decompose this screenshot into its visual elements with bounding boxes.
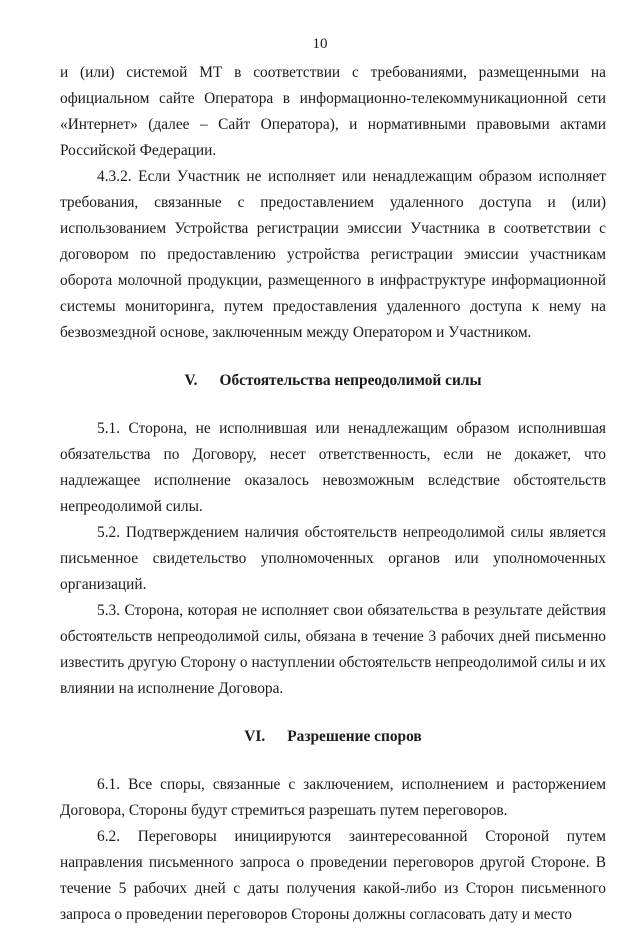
paragraph-5-2: 5.2. Подтверждением наличия обстоятельств непреодолимой силы является письменное свидетельство уполномоченных органов или уполномоченных организаций. <box>60 524 606 593</box>
section-heading-5 <box>60 368 606 394</box>
section-number: V. <box>184 372 198 389</box>
paragraph-6-2: 6.2. Переговоры инициируются заинтересованной Стороной путем направления письменного запроса о проведении переговоров другой Стороне. В течение 5 рабочих дней с даты получения какой-либо из Сторон письменного запроса о проведении переговоров Стороны должны согласовать дату и место <box>60 828 606 923</box>
section-title: Обстоятельства непреодолимой силы <box>219 372 482 389</box>
paragraph-6-1: 6.1. Все споры, связанные с заключением, исполнением и расторжением Договора, Стороны будут стремиться разрешать путем переговоров. <box>60 776 606 819</box>
paragraph-5-3: 5.3. Сторона, которая не исполняет свои обязательства в результате действия обстоятельств непреодолимой силы, обязана в течение 3 рабочих дней письменно известить другую Сторону о наступлении обстоятельств непреодолимой силы и их влиянии на исполнение Договора. <box>60 602 606 697</box>
section-number: VI. <box>244 728 266 745</box>
section-heading-6 <box>60 724 606 750</box>
paragraph-5-1: 5.1. Сторона, не исполнившая или ненадлежащим образом исполнившая обязательства по Договору, несет ответственность, если не докажет, что надлежащее исполнение оказалось невозможным вследствие обстоятельств непреодолимой силы. <box>60 420 606 515</box>
document-body <box>60 60 606 928</box>
paragraph-continued: и (или) системой МТ в соответствии с требованиями, размещенными на официальном сайте Оператора в информационно-телекоммуникационной сети «Интернет» (далее – Сайт Оператора), и нормативными правовыми актами Российской Федерации. <box>60 64 606 159</box>
paragraph-4-3-2: 4.3.2. Если Участник не исполняет или ненадлежащим образом исполняет требования, связанные с предоставлением удаленного доступа и (или) использованием Устройства регистрации эмиссии Участника в соответствии с договором по предоставлению устройства регистрации эмиссии участникам оборота молочной продукции, размещенного в инфраструктуре информационной системы мониторинга, путем предоставления удаленного доступа к нему на безвозмездной основе, заключенным между Оператором и Участником. <box>60 168 606 341</box>
section-title: Разрешение споров <box>287 728 422 745</box>
page-number: 10 <box>312 36 328 52</box>
